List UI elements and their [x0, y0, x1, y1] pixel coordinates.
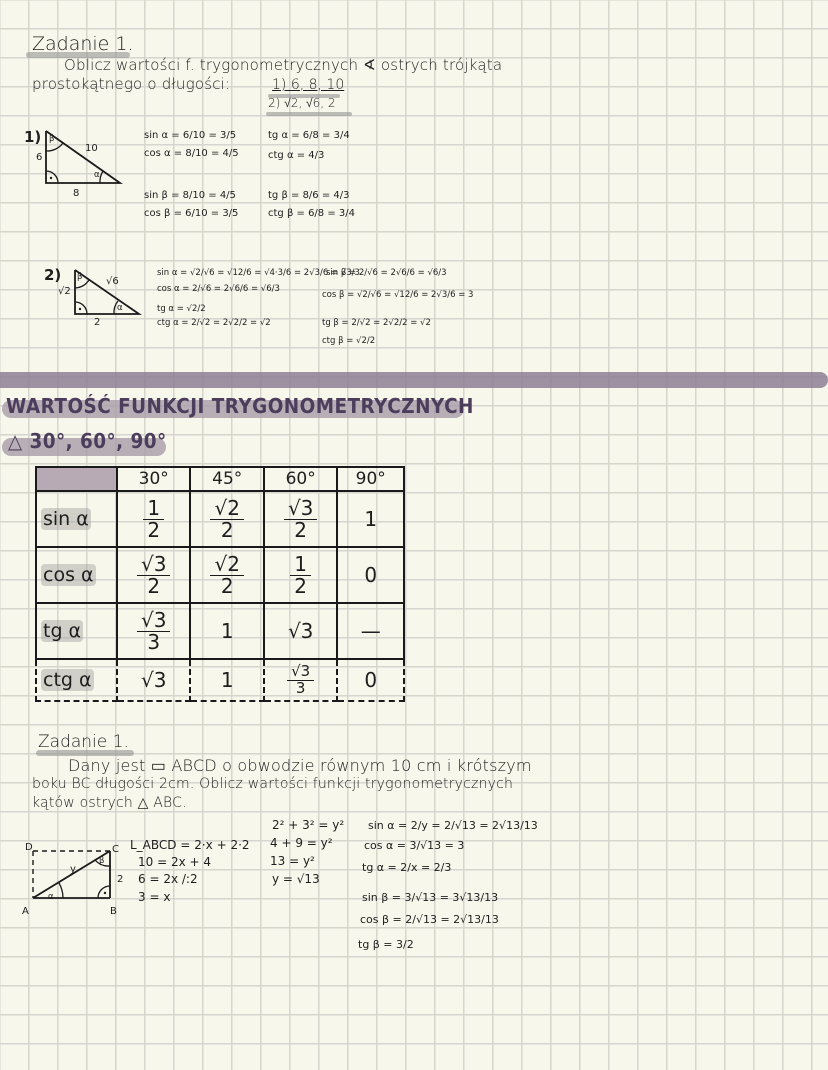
side-label-sqrt6: √6	[106, 276, 119, 287]
vertex-c: C	[112, 844, 119, 855]
triangle-diagram-1	[45, 128, 125, 188]
eq-tg-alpha-1: tg α = 6/8 = 3/4	[268, 130, 350, 141]
vertex-b: B	[110, 906, 117, 917]
col-header-60: 60°	[264, 467, 337, 491]
table-corner	[36, 467, 117, 491]
result-tg-beta: tg β = 3/2	[358, 938, 414, 951]
angle-alpha-abc: α	[48, 892, 54, 902]
eq-ctg-beta-2: ctg β = √2/2	[322, 336, 376, 346]
eq-tg-beta-1: tg β = 8/6 = 4/3	[268, 190, 350, 201]
eq-sin-alpha-1: sin α = 6/10 = 3/5	[144, 130, 237, 141]
eq-tg-beta-2: tg β = 2/√2 = 2√2/2 = √2	[322, 318, 431, 328]
eq-sin-alpha-2: sin α = √2/√6 = √12/6 = √4·3/6 = 2√3/6 = √3/3	[157, 268, 360, 278]
eq-cos-alpha-2: cos α = 2/√6 = 2√6/6 = √6/3	[157, 284, 280, 294]
cell: $\frac{1}{2}$	[117, 491, 190, 547]
cell: 1	[337, 491, 404, 547]
cell: 1	[190, 603, 263, 659]
part2-label: 2)	[44, 266, 62, 284]
cell: 1	[190, 659, 263, 701]
cell: √3	[117, 659, 190, 701]
task-option-1: 1) 6, 8, 10	[272, 77, 345, 93]
vertex-a: A	[22, 906, 29, 917]
col-header-30: 30°	[117, 467, 190, 491]
cell: $\frac{√2}{2}$	[190, 547, 263, 603]
col-header-90: 90°	[337, 467, 404, 491]
result-tg-alpha: tg α = 2/x = 2/3	[362, 861, 452, 874]
pythagoras-line-4: y = √13	[272, 872, 320, 886]
task-option-2: 2) √2, √6, 2	[268, 96, 336, 110]
table-row-ctg	[36, 659, 404, 701]
pythagoras-line-2: 4 + 9 = y²	[270, 836, 333, 850]
row-label-sin: sin α	[36, 491, 117, 547]
table-header-row	[36, 467, 404, 491]
cell: —	[337, 603, 404, 659]
pythagoras-line-1: 2² + 3² = y²	[272, 818, 345, 832]
eq-sin-beta-2: sin β = 2/√6 = 2√6/6 = √6/3	[326, 268, 447, 278]
angle-alpha-2: α	[117, 303, 123, 313]
angle-beta-2: β	[77, 272, 83, 282]
eq-cos-beta-1: cos β = 6/10 = 3/5	[144, 208, 239, 219]
cell: $\frac{√3}{2}$	[117, 547, 190, 603]
cell: √3	[264, 603, 337, 659]
row-label-ctg: ctg α	[36, 659, 117, 701]
result-cos-beta: cos β = 2/√13 = 2√13/13	[360, 913, 499, 926]
eq-ctg-alpha-1: ctg α = 4/3	[268, 150, 325, 161]
angle-alpha-1: α	[94, 170, 100, 180]
row-label-cos: cos α	[36, 547, 117, 603]
section-heading: WARTOŚĆ FUNKCJI TRYGONOMETRYCZNYCH	[6, 394, 474, 418]
eq-cos-beta-2: cos β = √2/√6 = √12/6 = 2√3/6 = 3	[322, 290, 474, 300]
angle-beta-abc: β	[99, 856, 105, 866]
side-label-sqrt2: √2	[58, 286, 71, 297]
result-cos-alpha: cos α = 3/√13 = 3	[364, 839, 465, 852]
table-row-cos	[36, 547, 404, 603]
task2-line-3: kątów ostrych △ ABC.	[32, 795, 187, 811]
perimeter-line-1: L_ABCD = 2·x + 2·2	[130, 838, 250, 852]
eq-tg-alpha-2: tg α = √2/2	[157, 304, 206, 314]
cell: $\frac{1}{2}$	[264, 547, 337, 603]
side-label-8: 8	[73, 188, 80, 199]
divider-band	[0, 372, 828, 388]
perimeter-line-2: 10 = 2x + 4	[138, 855, 212, 869]
rectangle-diagram	[30, 848, 125, 908]
trig-values-table	[35, 466, 405, 702]
task2-line-2: boku BC długości 2cm. Oblicz wartości funkcji trygonometrycznych	[32, 776, 514, 792]
table-row-sin	[36, 491, 404, 547]
eq-cos-alpha-1: cos α = 8/10 = 4/5	[144, 148, 239, 159]
task-line-2: prostokątnego o długości:	[32, 75, 231, 93]
cell: $\frac{√3}{3}$	[264, 659, 337, 701]
side-bc-label: 2	[117, 874, 124, 885]
cell: $\frac{√3}{2}$	[264, 491, 337, 547]
cell: $\frac{√2}{2}$	[190, 491, 263, 547]
eq-ctg-alpha-2: ctg α = 2/√2 = 2√2/2 = √2	[157, 318, 271, 328]
task2-line-1: Dany jest ▭ ABCD o obwodzie równym 10 cm i krótszym	[68, 756, 532, 775]
task-title: Zadanie 1.	[32, 33, 134, 55]
side-label-2: 2	[94, 317, 101, 328]
task-line-1: Oblicz wartości f. trygonometrycznych ∢ ostrych trójkąta	[64, 56, 503, 74]
perimeter-line-4: 3 = x	[138, 890, 171, 904]
angle-beta-1: β	[49, 134, 55, 144]
cell: 0	[337, 547, 404, 603]
col-header-45: 45°	[190, 467, 263, 491]
part1-label: 1)	[24, 128, 42, 146]
result-sin-alpha: sin α = 2/y = 2/√13 = 2√13/13	[368, 819, 538, 832]
diagonal-label: y	[70, 864, 76, 875]
task-title-2: Zadanie 1.	[38, 732, 129, 752]
section-subheading: △ 30°, 60°, 90°	[8, 429, 167, 453]
side-label-6: 6	[36, 152, 43, 163]
table-row-tg	[36, 603, 404, 659]
result-sin-beta: sin β = 3/√13 = 3√13/13	[362, 891, 499, 904]
side-label-10: 10	[85, 143, 98, 154]
vertex-d: D	[25, 842, 33, 853]
cell: $\frac{√3}{3}$	[117, 603, 190, 659]
cell: 0	[337, 659, 404, 701]
perimeter-line-3: 6 = 2x /:2	[138, 872, 198, 886]
pythagoras-line-3: 13 = y²	[270, 854, 315, 868]
eq-sin-beta-1: sin β = 8/10 = 4/5	[144, 190, 236, 201]
option-highlight-2	[266, 112, 352, 116]
row-label-tg: tg α	[36, 603, 117, 659]
eq-ctg-beta-1: ctg β = 6/8 = 3/4	[268, 208, 355, 219]
